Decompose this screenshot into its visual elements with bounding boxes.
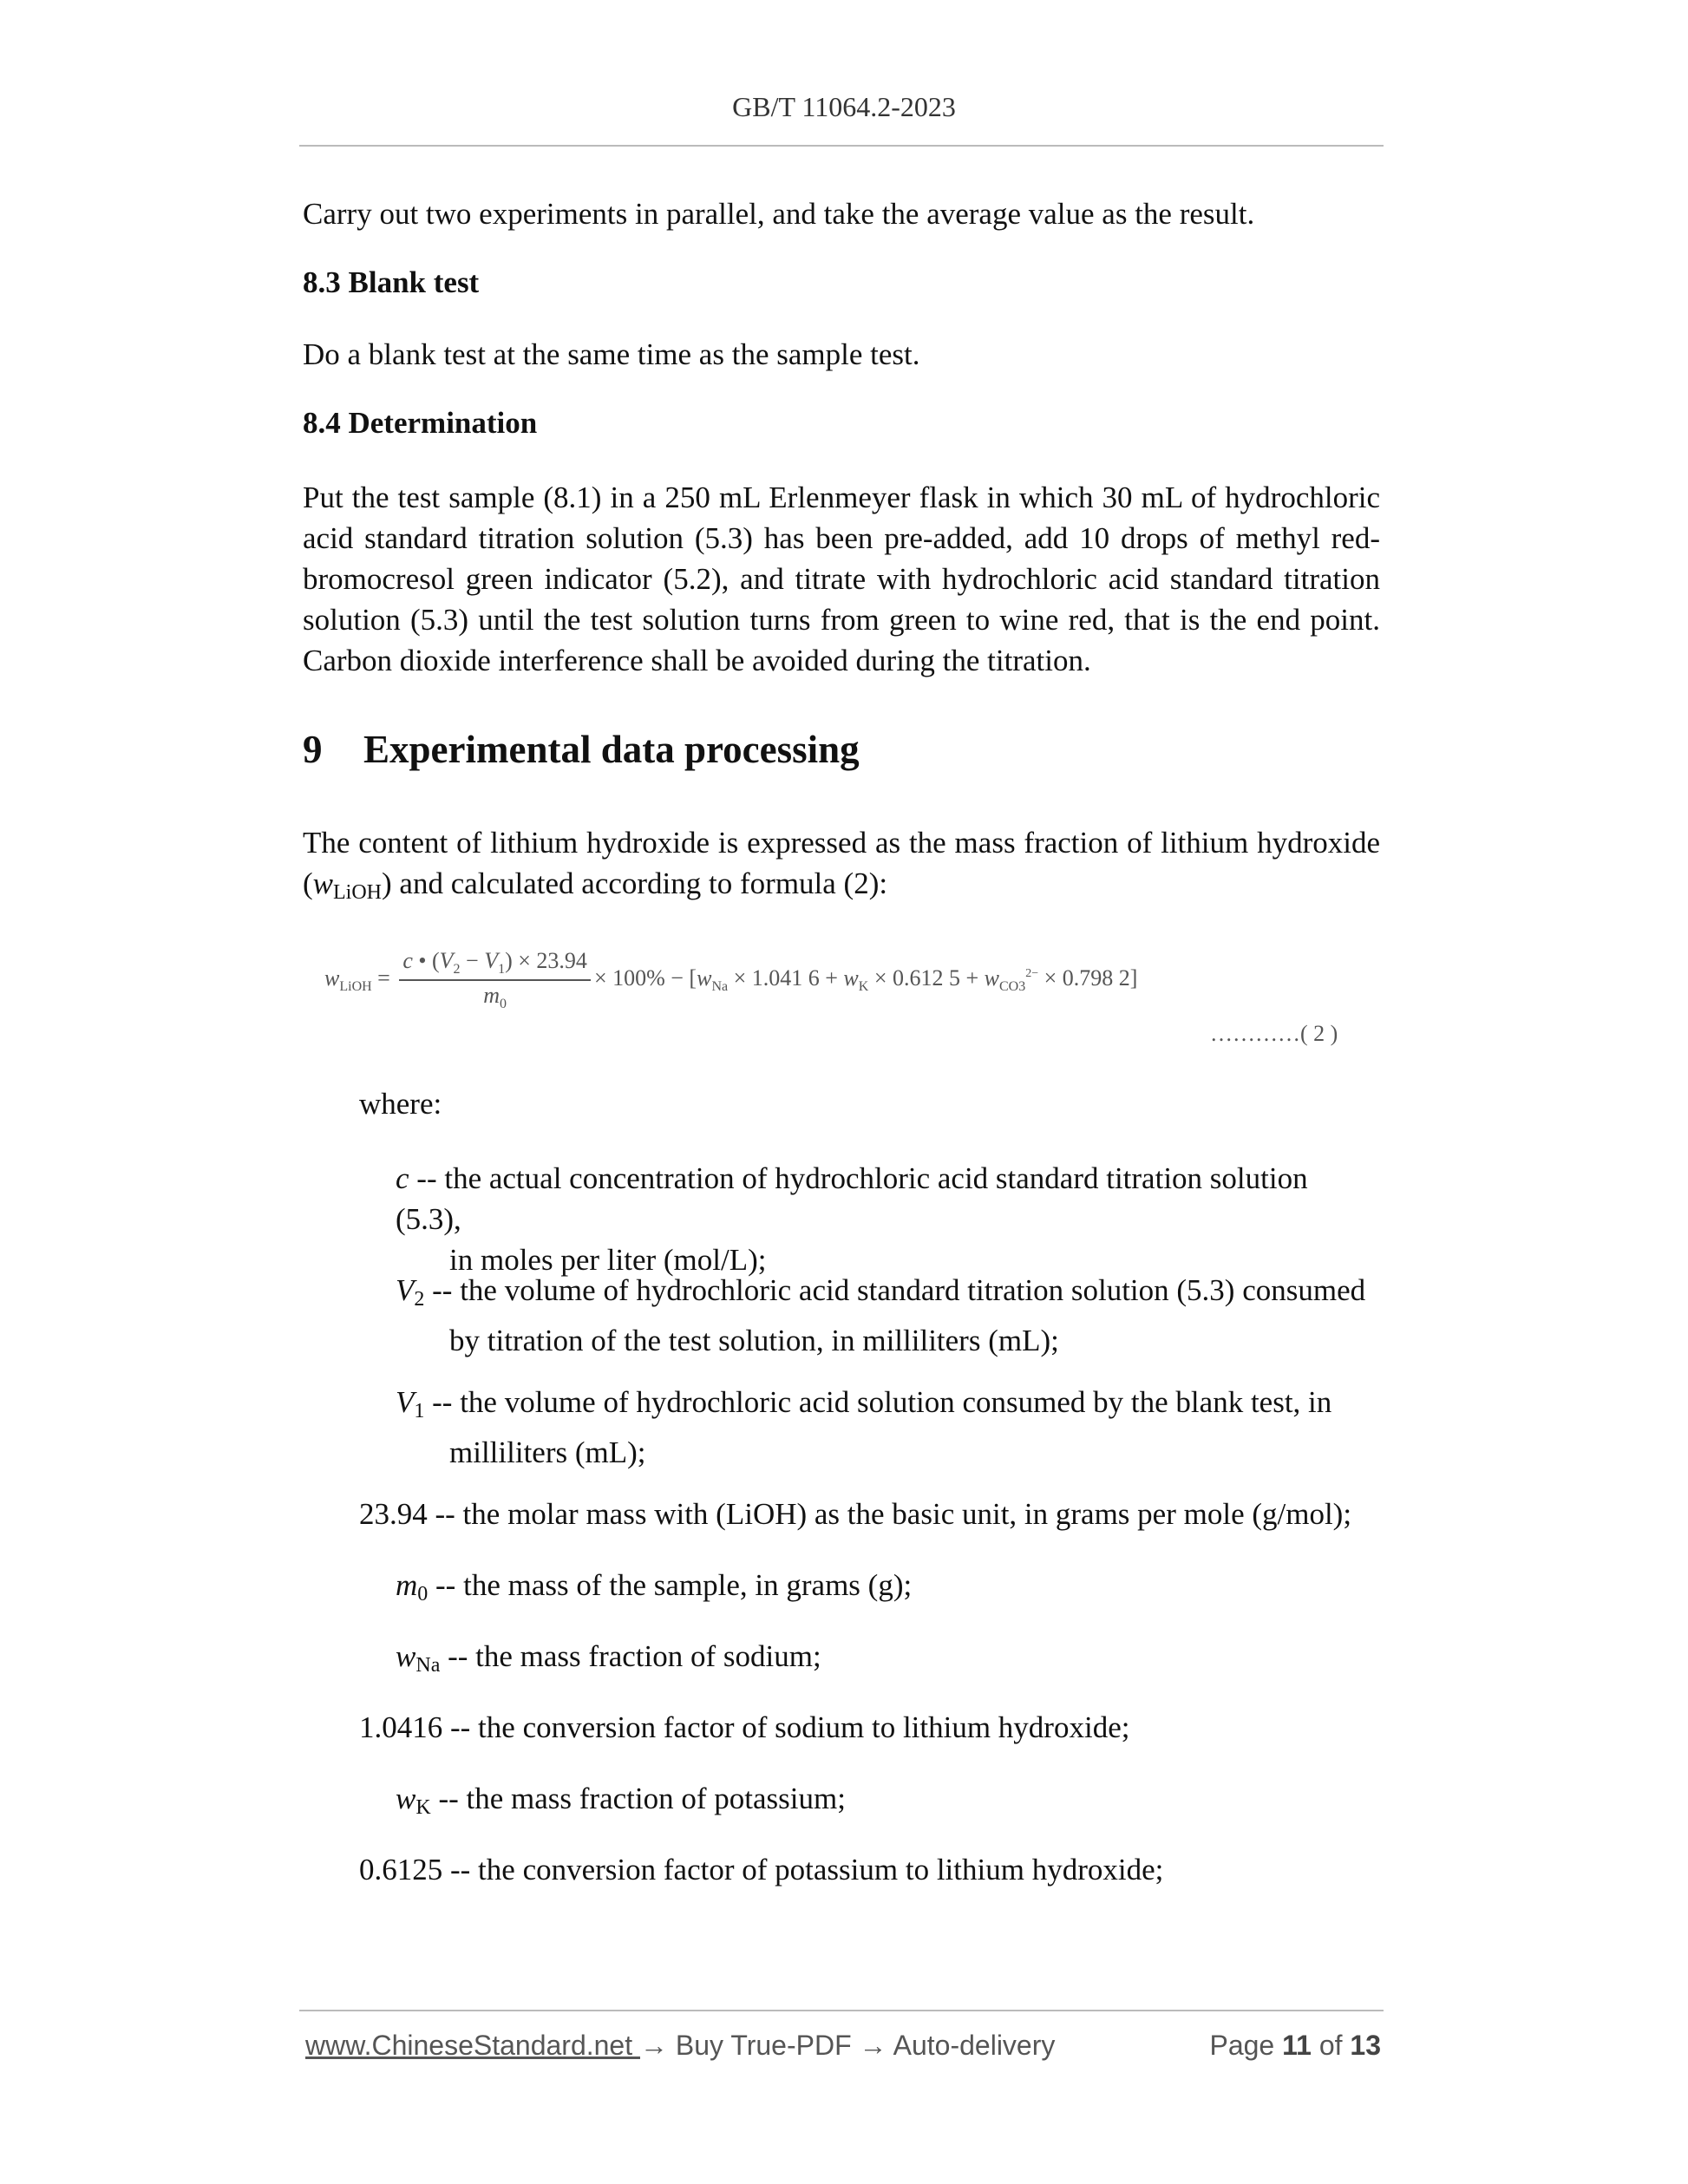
- definition-c: c -- the actual concentration of hydrochloric acid standard titration solution (5.3), in moles per liter (mol/L);: [396, 1161, 1308, 1277]
- definition-v2: V2 -- the volume of hydrochloric acid standard titration solution (5.3) consumed by titration of the test solution, in milliliters (mL);: [396, 1273, 1366, 1357]
- footer: www.ChineseStandard.net → Buy True-PDF → Auto-delivery Page 11 of 13: [305, 2030, 1381, 2061]
- formula-fraction: [399, 948, 591, 1012]
- document-header: GB/T 11064.2-2023: [732, 91, 956, 122]
- section-8-3-text: Do a blank test at the same time as the sample test.: [303, 337, 920, 371]
- definition-wk: wK -- the mass fraction of potassium;: [396, 1782, 846, 1819]
- section-8-4-heading: 8.4 Determination: [303, 406, 538, 440]
- definition-wna: wNa -- the mass fraction of sodium;: [396, 1639, 821, 1677]
- section-8-4-text: Put the test sample (8.1) in a 250 mL Erlenmeyer flask in which 30 mL of hydrochloric acid standard titration solution (5.3) has been pre-added, add 10 drops of methyl red-bromocresol green indicator (5.2), and titrate with hydrochloric acid standard titration solution (5.3) until the test solution turns from green to wine red, that is the end point. Carbon dioxide interference shall be avoided during the titration.: [303, 481, 1380, 677]
- section-9-heading: [303, 727, 860, 772]
- section-8-3-heading: 8.3 Blank test: [303, 265, 480, 299]
- definition-m0: m0 -- the mass of the sample, in grams (g);: [396, 1568, 913, 1605]
- header-rule: [299, 145, 1384, 147]
- website-link[interactable]: www.ChineseStandard.net: [305, 2030, 640, 2061]
- footer-rule: [299, 2010, 1384, 2011]
- formula-numerator: c • $(V_2 - V_1) \times 23.94$: [399, 948, 591, 981]
- where-label: where:: [359, 1087, 442, 1121]
- section-9-title: Experimental data processing: [363, 728, 860, 771]
- section-9-text: The content of lithium hydroxide is expressed as the mass fraction of lithium hydroxide (wLiOH) and calculated according to formula (2):: [303, 826, 1380, 904]
- definition-molar-mass: 23.94 -- the molar mass with (LiOH) as the basic unit, in grams per mole (g/mol);: [359, 1497, 1352, 1531]
- definition-v1: V1 -- the volume of hydrochloric acid solution consumed by the blank test, in milliliters (mL);: [396, 1385, 1332, 1469]
- formula-denominator: $m_0$: [483, 983, 507, 1011]
- arrow-icon: →: [859, 2030, 887, 2061]
- formula-number: …………( 2 ): [1210, 1021, 1338, 1046]
- formula-2: $w_{LiOH}$ = $\frac{c • (V_2 - V_1) \times 23.94}{m_0}$ × $100\% - [w_{Na} \times 1.041$ $6 + w_K \times 0.612$ $5 + w_{CO3}^{2-} \times 0.798$ 2]: [324, 948, 1138, 1011]
- section-9-number: 9: [303, 728, 323, 771]
- definition-na-factor: 1.0416 -- the conversion factor of sodium to lithium hydroxide;: [359, 1710, 1130, 1744]
- arrow-icon: →: [640, 2030, 668, 2061]
- definition-k-factor: 0.6125 -- the conversion factor of potassium to lithium hydroxide;: [359, 1853, 1164, 1886]
- intro-paragraph: Carry out two experiments in parallel, and take the average value as the result.: [303, 197, 1255, 231]
- page-indicator: Page 11 of 13: [1209, 2030, 1381, 2061]
